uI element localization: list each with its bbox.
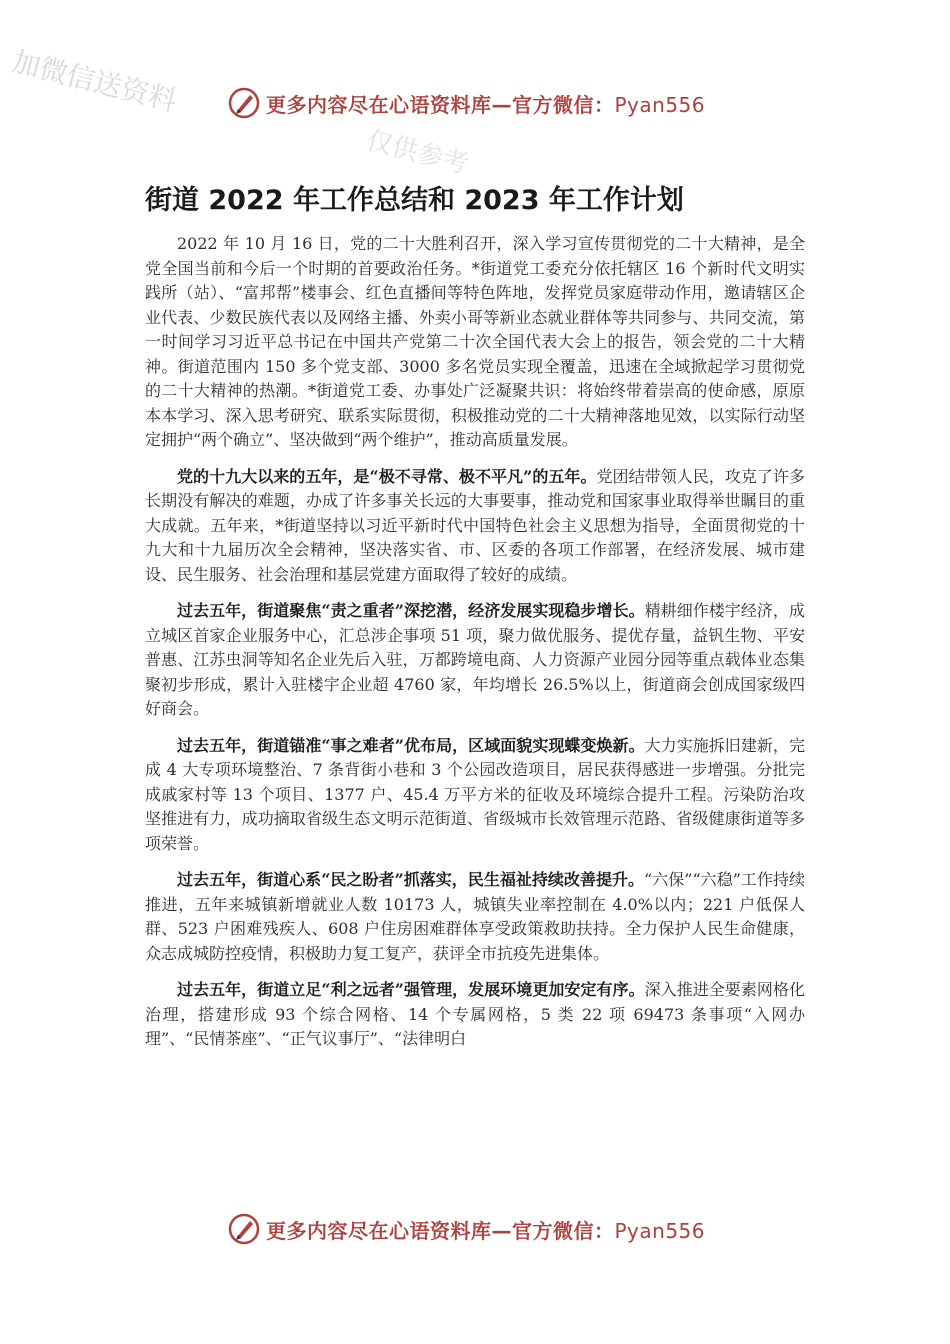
paragraph-lead: 过去五年，街道锚准“事之难者”优布局，区域面貌实现蝶变焕新。 <box>177 735 645 755</box>
banner-label: 更多内容尽在心语资料库—官方微信： <box>266 92 615 117</box>
header-banner <box>228 86 705 120</box>
pen-quill-logo <box>228 1213 260 1245</box>
wechat-id: Pyan556 <box>614 1218 706 1243</box>
paragraph <box>145 868 805 966</box>
paragraph-body: 精耕细作楼宇经济，成立城区首家企业服务中心，汇总涉企事项 51 项，聚力做优服务、提优存量，益钒生物、平安普惠、江苏虫洞等知名企业先后入驻，万都跨境电商、人力资源产业园分园等重点载体业态集聚初步形成，累计入驻楼宇企业超 4760 家，年均增长 26.5%以上，街道商会创成国家级四好商会。 <box>145 601 805 718</box>
paragraph-body: 深入推进全要素网格化治理，搭建形成 93 个综合网格、14 个专属网格，5 类 22 项 69473 条事项“入网办理”、“民情茶座”、“正气议事厅”、“法律明白 <box>145 980 805 1048</box>
banner-text <box>266 1215 705 1244</box>
paragraph <box>145 599 805 722</box>
watermark-text: 加微信送资料 <box>8 44 180 118</box>
paragraph <box>145 465 805 588</box>
paragraph-lead: 过去五年，街道立足“利之远者”强管理，发展环境更加安定有序。 <box>177 980 645 999</box>
paragraph-body: “六保”“六稳”工作持续推进，五年来城镇新增就业人数 10173 人，城镇失业率控制在 4.0%以内；221 户低保人群、523 户困难残疾人、608 户住房困难群体享受政策救助扶持。全力保护人民生命健康，众志成城防控疫情，积极助力复工复产，获评全市抗疫先进集体。 <box>145 870 805 963</box>
paragraph <box>145 978 805 1052</box>
paragraph-body: 党团结带领人民，攻克了许多长期没有解决的难题，办成了许多事关长远的大事要事，推动党和国家事业取得举世瞩目的重大成就。五年来，*街道坚持以习近平新时代中国特色社会主义思想为指导，全面贯彻党的十九大和十九届历次全会精神，坚决落实省、市、区委的各项工作部署，在经济发展、城市建设、民生服务、社会治理和基层党建方面取得了较好的成绩。 <box>145 466 805 584</box>
paragraph <box>145 232 805 453</box>
wechat-id: Pyan556 <box>614 92 706 117</box>
watermark-text: 仅供参考 <box>363 125 472 181</box>
document-body <box>145 232 805 1064</box>
paragraph-body: 大力实施拆旧建新，完成 4 大专项环境整治、7 条背街小巷和 3 个公园改造项目，居民获得感进一步增强。分批完成戚家村等 13 个项目、1377 户、45.4 万平方米的征收及环境综合提升工程。污染防治攻坚推进有力，成功摘取省级生态文明示范街道、省级城市长效管理示范路、省级健康街道等多项荣誉。 <box>145 735 805 853</box>
page-title: 街道 2022 年工作总结和 2023 年工作计划 <box>145 185 684 216</box>
footer-banner <box>228 1212 705 1246</box>
paragraph-lead: 过去五年，街道心系“民之盼者”抓落实，民生福祉持续改善提升。 <box>177 870 645 889</box>
banner-label: 更多内容尽在心语资料库—官方微信： <box>266 1218 615 1243</box>
paragraph-lead: 党的十九大以来的五年，是“极不寻常、极不平凡”的五年。 <box>177 466 597 486</box>
pen-quill-logo <box>228 87 260 119</box>
paragraph <box>145 734 805 857</box>
banner-text <box>266 89 705 118</box>
paragraph-lead: 过去五年，街道聚焦“责之重者”深挖潜，经济发展实现稳步增长。 <box>177 601 645 620</box>
paragraph-body: 2022 年 10 月 16 日，党的二十大胜利召开，深入学习宣传贯彻党的二十大精神，是全党全国当前和今后一个时期的首要政治任务。*街道党工委充分依托辖区 16 个新时代文明实践所（站）、“富邦帮”楼事会、红色直播间等特色阵地，发挥党员家庭带动作用，邀请辖区企业代表、少数民族代表以及网络主播、外卖小哥等新业态就业群体等共同参与、共同交流，第一时间学习习近平总书记在中国共产党第二十次全国代表大会上的报告，领会党的二十大精神。街道范围内 150 多个党支部、3000 多名党员实现全覆盖，迅速在全域掀起学习贯彻党的二十大精神的热潮。*街道党工委、办事处广泛凝聚共识：将始终带着崇高的使命感，原原本本学习、深入思考研究、联系实际贯彻，积极推动党的二十大精神落地见效，以实际行动坚定拥护“两个确立”、坚决做到“两个维护”，推动高质量发展。 <box>145 234 805 449</box>
